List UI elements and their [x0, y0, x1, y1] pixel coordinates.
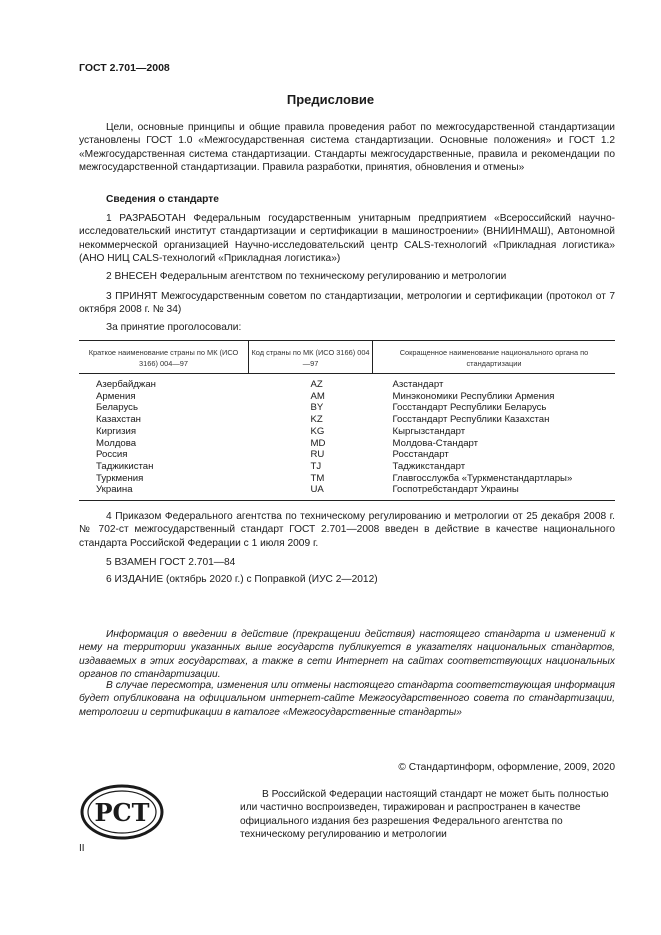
item-2-submitted: 2 ВНЕСЕН Федеральным агентством по техническому регулированию и метрологии — [106, 271, 507, 282]
header-standards-body: Сокращенное наименование национального органа по стандартизации — [373, 341, 616, 374]
header-country-name: Краткое наименование страны по МК (ИСО 3166) 004—97 — [79, 341, 249, 374]
table-row — [79, 374, 615, 391]
cell-body: Кыргызстандарт — [392, 425, 466, 437]
cell-code: MD — [310, 437, 326, 449]
item-5-replaces: 5 ВЗАМЕН ГОСТ 2.701—84 — [106, 557, 236, 568]
cell-body: Минэкономики Республики Армения — [392, 390, 555, 402]
cell-body: Госпотребстандарт Украины — [373, 484, 616, 500]
cell-body: Росстандарт — [392, 449, 449, 461]
italic-info-paragraph-2: В случае пересмотра, изменения или отмены настоящего стандарта соответствующая информация будет опубликована на официальном интернет-сайте Межгосударственного совета по стандартизации, метрологии и сертификации в каталоге «Межгосударственные стандарты» — [79, 680, 615, 718]
cell-country: Азербайджан — [96, 379, 156, 390]
cell-country: Туркмения — [96, 472, 144, 484]
voted-label: За принятие проголосовали: — [106, 322, 242, 333]
rst-logo-lettering: РСТ — [94, 798, 150, 827]
cell-body: Главгосслужба «Туркменстандартлары» — [392, 472, 573, 484]
cell-country: Беларусь — [96, 402, 138, 414]
cell-code: AZ — [310, 379, 323, 390]
table-row — [79, 438, 615, 450]
table-row — [79, 402, 615, 414]
item-6-edition: 6 ИЗДАНИЕ (октябрь 2020 г.) с Поправкой (ИУС 2—2012) — [106, 574, 378, 585]
cell-country: Казахстан — [96, 414, 141, 426]
table-row — [79, 414, 615, 426]
approvals-table — [79, 340, 615, 501]
table-row — [79, 449, 615, 461]
cell-country: Таджикистан — [96, 460, 154, 472]
item-1-developed: 1 РАЗРАБОТАН Федеральным государственным унитарным предприятием «Всероссийский научно-исследовательский институт стандартизации и сертификации в машиностроении» (ВНИИНМАШ), Автономной некоммерческой организацией Научно-исследовательский центр CALS-технологий «Прикладная логистика» (АНО НИЦ CALS-технологий «Прикладная логистика») — [79, 213, 615, 265]
cell-country: Армения — [96, 390, 136, 402]
table-row — [79, 473, 615, 485]
cell-code: UA — [249, 484, 373, 500]
header-country-code: Код страны по МК (ИСО 3166) 004—97 — [249, 341, 373, 374]
cell-body: Азстандарт — [392, 379, 444, 390]
reproduction-notice: В Российской Федерации настоящий стандарт не может быть полностью или частично воспроизведен, тиражирован и распространен в качестве официального издания без разрешения Федерального агентства по техническому регулированию и метрологии — [240, 789, 609, 841]
cell-code: KZ — [310, 414, 323, 426]
cell-country: Украина — [79, 484, 249, 500]
item-3-adopted: 3 ПРИНЯТ Межгосударственным советом по стандартизации, метрологии и сертификации (протокол от 7 октября 2008 г. № 34) — [79, 291, 615, 316]
cell-country: Молдова — [96, 437, 137, 449]
table-row — [79, 391, 615, 403]
info-heading: Сведения о стандарте — [106, 194, 219, 205]
cell-body: Молдова-Стандарт — [392, 437, 479, 449]
cell-code: KG — [310, 425, 325, 437]
page-title: Предисловие — [286, 92, 375, 107]
cell-body: Госстандарт Республики Казахстан — [392, 414, 550, 426]
cell-code: RU — [310, 449, 325, 461]
cell-body: Госстандарт Республики Беларусь — [392, 402, 547, 414]
table-row — [79, 461, 615, 473]
intro-paragraph: Цели, основные принципы и общие правила проведения работ по межгосударственной стандартизации установлены ГОСТ 1.0 «Межгосударственная система стандартизации. Основные положения» и ГОСТ 1.2 «Межгосударственная система стандартизации. Стандарты межгосударственные, правила и рекомендации по межгосударственной стандартизации. Правила разработки, принятия, обновления и отмены» — [79, 122, 615, 174]
document-code-header: ГОСТ 2.701—2008 — [79, 62, 170, 74]
table-header-row — [79, 341, 615, 374]
table-row — [79, 426, 615, 438]
cell-code: TM — [310, 472, 325, 484]
item-4-order: 4 Приказом Федерального агентства по техническому регулированию и метрологии от 25 декабря 2008 г. № 702-ст межгосударственный стандарт ГОСТ 2.701—2008 введен в действие в качестве национального стандарта Российской Федерации с 1 июля 2009 г. — [79, 511, 615, 549]
rst-logo-icon — [80, 783, 164, 841]
cell-country: Киргизия — [96, 425, 137, 437]
rst-logo — [80, 783, 164, 841]
cell-code: BY — [310, 402, 324, 414]
page-number: II — [79, 843, 85, 854]
cell-code: AM — [310, 390, 325, 402]
italic-info-paragraph-1: Информация о введении в действие (прекращении действия) настоящего стандарта и изменений к нему на территории указанных выше государств публикуется в указателях национальных стандартов, издаваемых в этих государствах, а также в сети Интернет на сайтах соответствующих национальных органов по стандартизации. — [79, 629, 615, 681]
table-row — [79, 484, 615, 500]
cell-body: Таджикстандарт — [392, 460, 466, 472]
cell-country: Россия — [96, 449, 128, 461]
copyright-line: © Стандартинформ, оформление, 2009, 2020 — [398, 762, 615, 773]
cell-code: TJ — [310, 460, 322, 472]
